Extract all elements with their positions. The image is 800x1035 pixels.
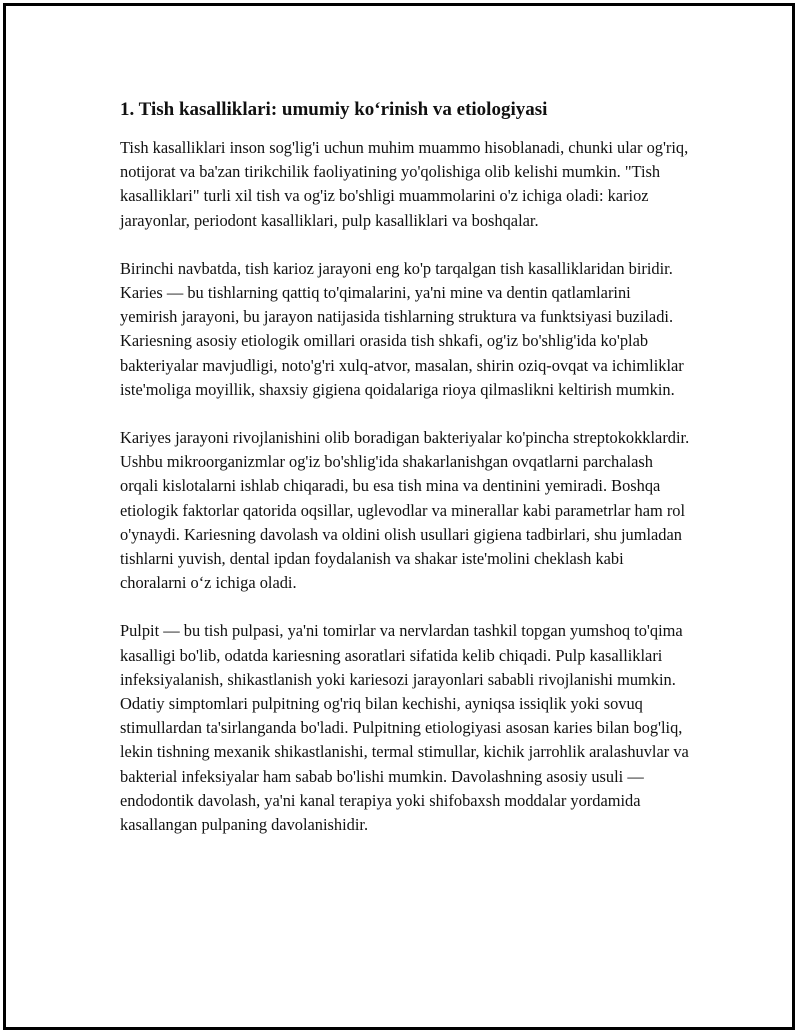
document-body [120, 98, 692, 861]
paragraph-caries: Birinchi navbatda, tish karioz jarayoni eng ko'p tarqalgan tish kasalliklaridan biridir. Karies — bu tishlarning qattiq to'qimalarini, ya'ni mine va dentin qatlamlarini yemirish jarayoni, bu jarayon natijasida tishlarning struktura va funktsiyasi buziladi. Kariesning asosiy etiologik omillari orasida tish shkafi, og'iz bo'shlig'ida ko'plab bakteriyalar mavjudligi, noto'g'ri xulq-atvor, masalan, shirin oziq-ovqat va ichimliklar iste'moliga moyillik, shaxsiy gigiena qoidalariga rioya qilmaslikni keltirish mumkin. [120, 258, 684, 399]
paragraph-pulpitis: Pulpit — bu tish pulpasi, ya'ni tomirlar va nervlardan tashkil topgan yumshoq to'qima kasalligi bo'lib, odatda kariesning asoratlari sifatida kelib chiqadi. Pulp kasalliklari infeksiyalanish, shikastlanish yoki kariesozi jarayonlari sababli rivojlanishi mumkin. Odatiy simptomlari pulpitning og'riq bilan kechishi, ayniqsa issiqlik yoki sovuq stimullardan ta'sirlanganda bo'ladi. Pulpitning etiologiyasi asosan karies bilan bog'liq, lekin tishning mexanik shikastlanishi, termal stimullar, kichik jarrohlik aralashuvlar va bakterial infeksiyalar ham sabab bo'lishi mumkin. Davolashning asosiy usuli — endodontik davolash, ya'ni kanal terapiya yoki shifobaxsh moddalar yordamida kasallangan pulpaning davolanishidir. [120, 621, 689, 835]
page-border-frame [3, 3, 795, 1030]
section-heading: 1. Tish kasalliklari: umumiy ko‘rinish va etiologiyasi [120, 99, 548, 120]
paragraph-introduction: Tish kasalliklari inson sog'lig'i uchun muhim muammo hisoblanadi, chunki ular og'riq, notijorat va ba'zan tirikchilik faoliyatining yo'qolishiga olib kelishi mumkin. "Tish kasalliklari" turli xil tish va og'iz bo'shligi muammolarini o'z ichiga oladi: karioz jarayonlar, periodont kasalliklari, pulp kasalliklari va boshqalar. [120, 138, 689, 230]
paragraph-caries-bacteria: Kariyes jarayoni rivojlanishini olib boradigan bakteriyalar ko'pincha streptokokklardir. Ushbu mikroorganizmlar og'iz bo'shlig'ida shakarlanishgan ovqatlarni parchalash orqali kislotalarni ishlab chiqaradi, bu esa tish mina va dentinini yemiradi. Boshqa etiologik faktorlar qatorida oqsillar, uglevodlar va minerallar kabi parametrlar ham rol o'ynaydi. Kariesning davolash va oldini olish usullari gigiena tadbirlari, shu jumladan tishlarni yuvish, dental ipdan foydalanish va shakar iste'molini cheklash kabi choralarni o‘z ichiga oladi. [120, 428, 690, 593]
